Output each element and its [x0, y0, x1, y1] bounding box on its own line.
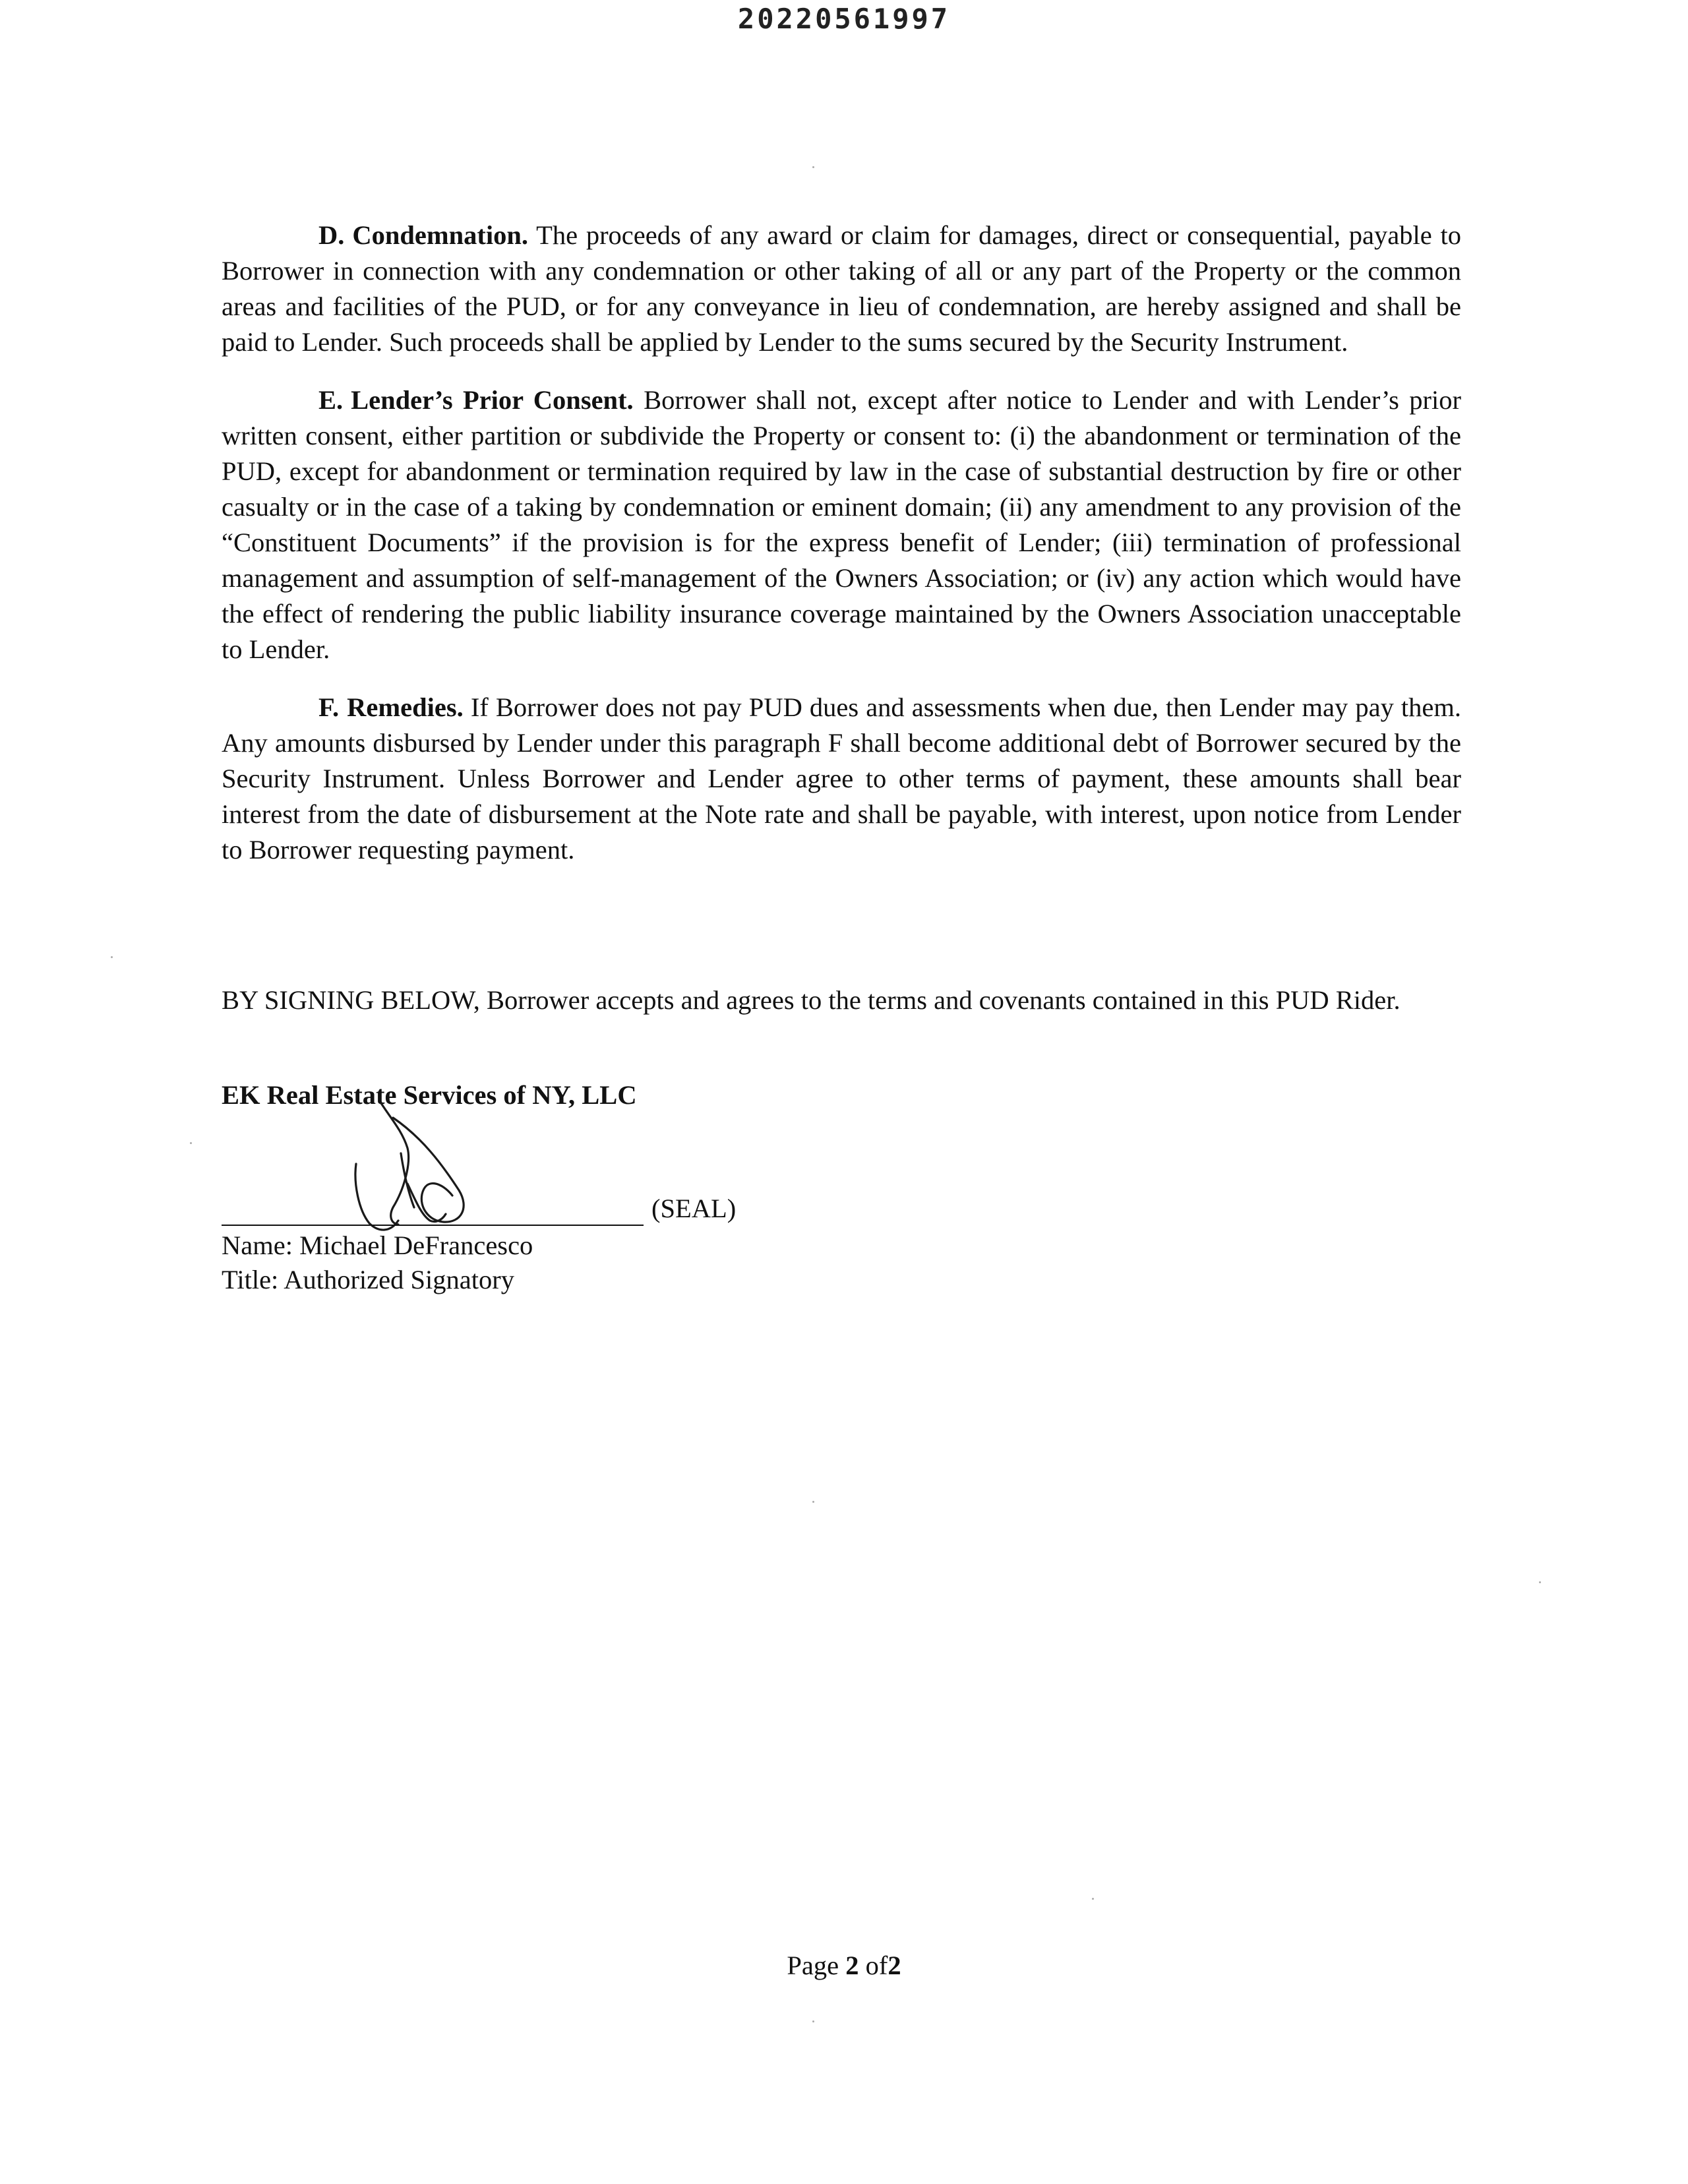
scan-speck: [1539, 1581, 1541, 1583]
signer-entity: EK Real Estate Services of NY, LLC: [222, 1080, 637, 1110]
section-text: The proceeds of any award or claim for damages, direct or consequential, payable to Borrower in connection with any condemnation or other taking of all or any part of the Property or the common areas and facilities of the PUD, or for any conveyance in lieu of condemnation, are hereby assigned and shall be paid to Lender. Such proceeds shall be applied by Lender to the sums secured by the Security Instrument.: [222, 220, 1461, 357]
section-title: Remedies.: [347, 692, 464, 722]
signer-title: Title: Authorized Signatory: [222, 1265, 514, 1294]
section-remedies: [222, 690, 1461, 868]
current-page: 2: [845, 1951, 859, 1980]
seal-label: (SEAL): [651, 1194, 737, 1223]
section-title: Lender’s Prior Consent.: [351, 385, 634, 415]
page-word: Page: [787, 1951, 839, 1980]
scan-speck: [190, 1142, 192, 1144]
section-lenders-prior-consent: [222, 382, 1461, 667]
section-text: Borrower shall not, except after notice to Lender and with Lender’s prior written consent, either partition or subdivide the Property or consent to: (i) the abandonment or termination of the PUD, except for abandonment or termination required by law in the case of substantial destruction by fire or other casualty or in the case of a taking by condemnation or eminent domain; (ii) any amendment to any provision of the “Constituent Documents” if the provision is for the express benefit of Lender; (iii) termination of professional management and assumption of self-management of the Owners Association; or (iv) any action which would have the effect of rendering the public liability insurance coverage maintained by the Owners Association unacceptable to Lender.: [222, 385, 1461, 664]
section-text: If Borrower does not pay PUD dues and assessments when due, then Lender may pay them. Any amounts disbursed by Lender under this paragraph F shall become additional debt of Borrower secured by the Security Instrument. Unless Borrower and Lender agree to other terms of payment, these amounts shall bear interest from the date of disbursement at the Note rate and shall be payable, with interest, upon notice from Lender to Borrower requesting payment.: [222, 692, 1461, 864]
of-word: of: [865, 1951, 888, 1980]
total-pages: 2: [888, 1951, 901, 1980]
signature-line: [222, 1225, 644, 1226]
rider-body: [222, 218, 1461, 890]
signing-statement: BY SIGNING BELOW, Borrower accepts and agrees to the terms and covenants contained in this PUD Rider.: [222, 985, 1401, 1015]
section-label: F.: [318, 692, 340, 722]
page-footer: [0, 1948, 1688, 1984]
scan-speck: [1092, 1898, 1094, 1900]
scan-speck: [812, 2020, 814, 2022]
scan-speck: [111, 956, 113, 958]
scan-speck: [812, 1501, 814, 1503]
signature-stroke: [381, 1103, 409, 1225]
section-label: E.: [318, 385, 344, 415]
scan-speck: [812, 166, 814, 168]
section-condemnation: [222, 218, 1461, 360]
signer-name: Name: Michael DeFrancesco: [222, 1230, 533, 1260]
section-label: D.: [318, 220, 345, 250]
section-title: Condemnation.: [352, 220, 529, 250]
handwritten-signature: [330, 1091, 528, 1243]
document-number: 20220561997: [737, 3, 951, 35]
